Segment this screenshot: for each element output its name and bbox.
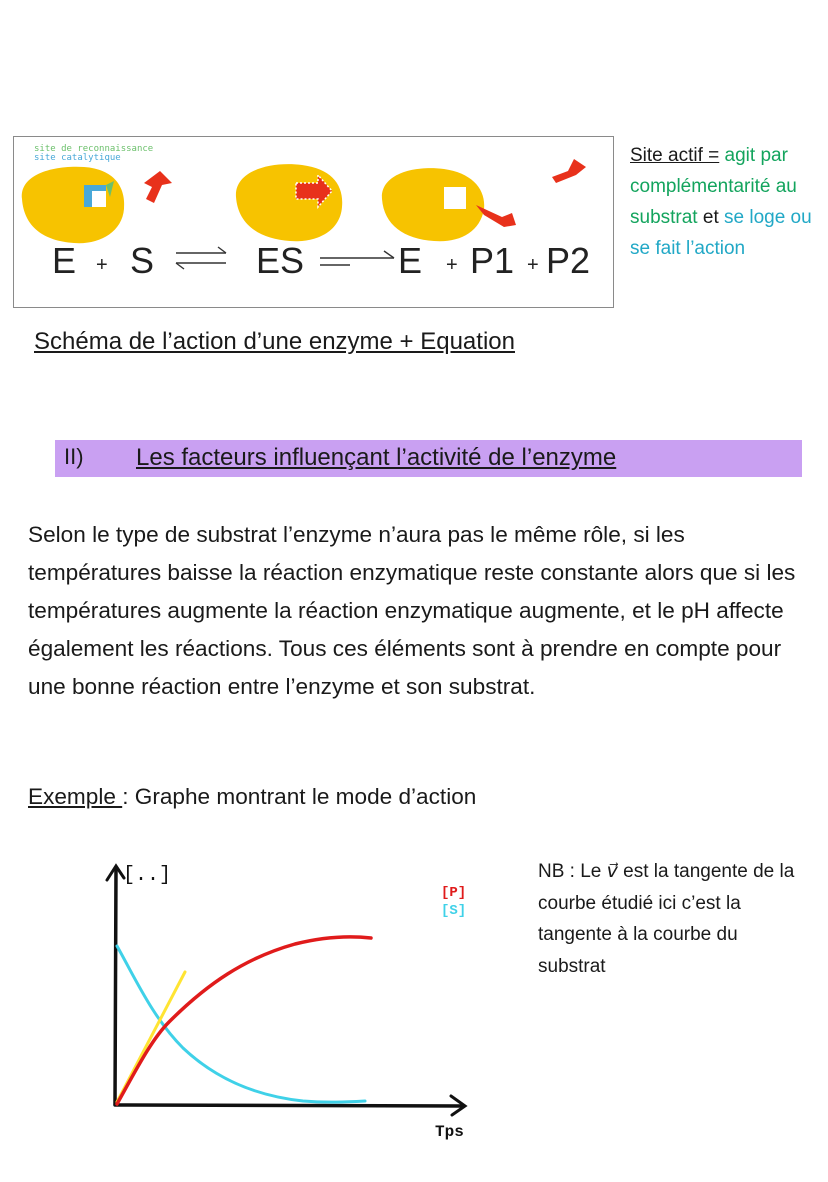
active-site-connector: et	[697, 207, 724, 228]
legend-catalytic-site: site catalytique	[34, 153, 121, 163]
product-legend: [P]	[441, 885, 467, 901]
equation-plus: +	[446, 254, 458, 276]
enzyme-substrate-complex	[236, 164, 342, 241]
product-2-shape	[552, 159, 586, 183]
y-axis-label: [..]	[123, 864, 172, 887]
equation-e: E	[52, 240, 77, 281]
section-number: II)	[64, 444, 84, 469]
tangent-note	[538, 856, 798, 982]
recognition-site-mark	[84, 185, 106, 207]
active-site-note	[630, 140, 825, 264]
section-title: Les facteurs influençant l’activité de l’enzyme	[136, 444, 617, 471]
equation-p1: P1	[470, 240, 515, 281]
equation-plus: +	[527, 254, 539, 276]
x-axis-label: Tps	[435, 1123, 464, 1141]
tangent-note-prefix: NB : Le	[538, 861, 607, 882]
product-curve	[117, 937, 371, 1104]
diagram-illustration	[14, 137, 612, 305]
equilibrium-arrow	[176, 247, 226, 269]
substrate-shape	[144, 171, 172, 203]
substrate-legend: [S]	[441, 903, 467, 919]
enzyme-action-diagram	[13, 136, 614, 308]
active-site-term: Site actif =	[630, 145, 720, 166]
reaction-arrow	[320, 251, 394, 265]
y-axis	[115, 868, 116, 1104]
equation-p2: P2	[546, 240, 591, 281]
section-heading	[55, 440, 802, 477]
active-site-definition: agit par complémentarité au substrat	[630, 145, 797, 228]
equation-plus: +	[96, 254, 108, 276]
diagram-caption: Schéma de l’action d’une enzyme + Equation	[34, 328, 515, 355]
example-line	[28, 784, 476, 810]
equation-s: S	[130, 240, 155, 281]
equation-es: ES	[256, 240, 305, 281]
enzyme-shape-released	[382, 168, 484, 241]
active-site-definition-2: se loge ou se fait l’action	[630, 207, 812, 259]
example-label: Exemple	[28, 784, 123, 809]
substrate-curve	[117, 946, 365, 1102]
example-text: : Graphe montrant le mode d’action	[122, 784, 477, 809]
enzyme-kinetics-graph	[95, 848, 485, 1148]
vector-symbol: v⃗	[606, 861, 618, 882]
tangent-note-text: est la tangente de la courbe étudié ici c’est la tangente à la courbe du substrat	[538, 861, 795, 977]
legend-recognition-site: site de reconnaissance	[34, 144, 154, 154]
enzyme-shape-free	[22, 167, 124, 243]
x-axis	[115, 1105, 463, 1106]
body-paragraph: Selon le type de substrat l’enzyme n’aura pas le même rôle, si les températures baisse la réaction enzymatique reste constante alors que si les températures augmente la réaction enzymatique augmente, et le pH affecte également les réactions. Tous ces éléments sont à prendre en compte pour une bonne réaction entre l’enzyme et son substrat.	[28, 522, 796, 699]
equation-e-release: E	[398, 240, 423, 281]
